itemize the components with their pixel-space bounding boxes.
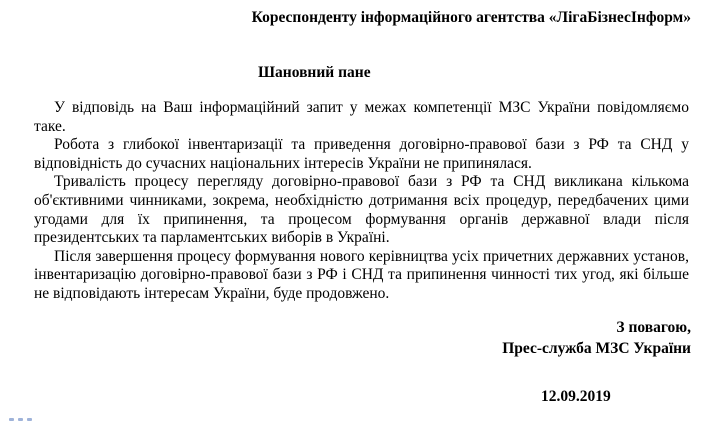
dot-icon <box>9 418 14 421</box>
letter-date: 12.09.2019 <box>541 388 611 405</box>
signature: Прес-служба МЗС України <box>502 340 691 357</box>
paragraph: Після завершення процесу формування нового керівництва усіх причетних державних установ, інвентаризацію договірно-правової бази з РФ і СНД та припинення чинності тих угод, які більше не відповідають інтересам України, буде продовжено. <box>34 247 689 302</box>
paragraph: У відповідь на Ваш інформаційний запит у межах компетенції МЗС України повідомляємо таке. <box>34 99 689 135</box>
recipient-line: Кореспонденту інформаційного агентства «ЛігаБізнесІнформ» <box>251 9 691 26</box>
paragraph: Робота з глибокої інвентаризації та приведення договірно-правової бази з РФ та СНД у відповідність до сучасних національних інтересів України не припинялася. <box>34 136 689 172</box>
dot-icon <box>18 418 23 421</box>
paragraph: Тривалість процесу перегляду договірно-правової бази з РФ та СНД викликана кількома об'єктивними чинниками, зокрема, необхідністю дотримання всіх процедур, передбачених цими угодами для їх припинення, та процесом формування органів державної влади після президентських та парламентських виборів в Україні. <box>34 173 689 247</box>
letter-body <box>34 99 689 304</box>
salutation: Шановний пане <box>258 64 371 81</box>
dot-icon <box>27 418 32 421</box>
ellipsis-icon <box>9 418 35 422</box>
closing-phrase: З повагою, <box>616 319 691 336</box>
closing-block <box>502 317 691 359</box>
